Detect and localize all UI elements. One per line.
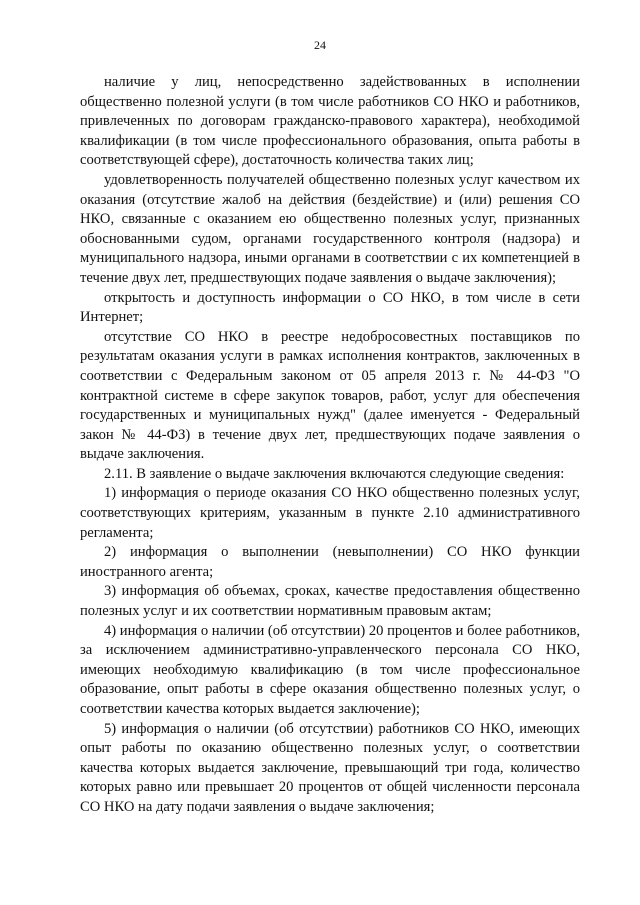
paragraph-item-1: 1) информация о периоде оказания СО НКО общественно полезных услуг, соответствующих критериям, указанным в пункте 2.10 административного регламента; — [80, 485, 580, 541]
paragraph-2-11: 2.11. В заявление о выдаче заключения включаются следующие сведения: — [104, 465, 565, 482]
page-number: 24 — [314, 38, 326, 52]
document-body — [80, 73, 580, 818]
paragraph-item-2: 2) информация о выполнении (невыполнении) СО НКО функции иностранного агента; — [80, 544, 580, 580]
paragraph-item-3: 3) информация об объемах, сроках, качестве предоставления общественно полезных услуг и их соответствии нормативным правовым актам; — [80, 583, 580, 620]
paragraph-qualification: наличие у лиц, непосредственно задействованных в исполнении общественно полезной услуги (в том числе работников СО НКО и работников, привлеченных по договорам гражданско-правового характера), необходимой квалификации (в том числе профессионального образования, опыта работы в соответствующей сфере), достаточность количества таких лиц; — [80, 74, 580, 169]
paragraph-openness: открытость и доступность информации о СО НКО, в том числе в сети Интернет; — [80, 289, 580, 326]
paragraph-item-5: 5) информация о наличии (об отсутствии) работников СО НКО, имеющих опыт работы по оказанию общественно полезных услуг, о соответствии качества которых выдается заключение, превышающий три года, количество которых равно или превышает 20 процентов от общей численности персонала СО НКО на дату подачи заявления о выдаче заключения; — [80, 720, 580, 815]
paragraph-registry: отсутствие СО НКО в реестре недобросовестных поставщиков по результатам оказания услуги в рамках исполнения контрактов, заключенных в соответствии с Федеральным законом от 05 апреля 2013 г. № 44-ФЗ "О контрактной системе в сфере закупок товаров, работ, услуг для обеспечения государственных и муниципальных нужд" (далее именуется - Федеральный закон № 44-ФЗ) в течение двух лет, предшествующих подаче заявления о выдаче заключения. — [80, 328, 580, 463]
paragraph-item-4: 4) информация о наличии (об отсутствии) 20 процентов и более работников, за исключением административно-управленческого персонала СО НКО, имеющих необходимую квалификацию (в том числе профессиональное образование, опыт работы в сфере оказания общественно полезных услуг, о соответствии качества которых выдается заключение); — [80, 622, 580, 717]
paragraph-satisfaction: удовлетворенность получателей общественно полезных услуг качеством их оказания (отсутствие жалоб на действия (бездействие) и (или) решения СО НКО, связанные с оказанием ею общественно полезных услуг, признанных обоснованными судом, органами государственного контроля (надзора) и муниципального надзора, иными органами в соответствии с их компетенцией в течение двух лет, предшествующих подаче заявления о выдаче заключения); — [80, 171, 580, 286]
